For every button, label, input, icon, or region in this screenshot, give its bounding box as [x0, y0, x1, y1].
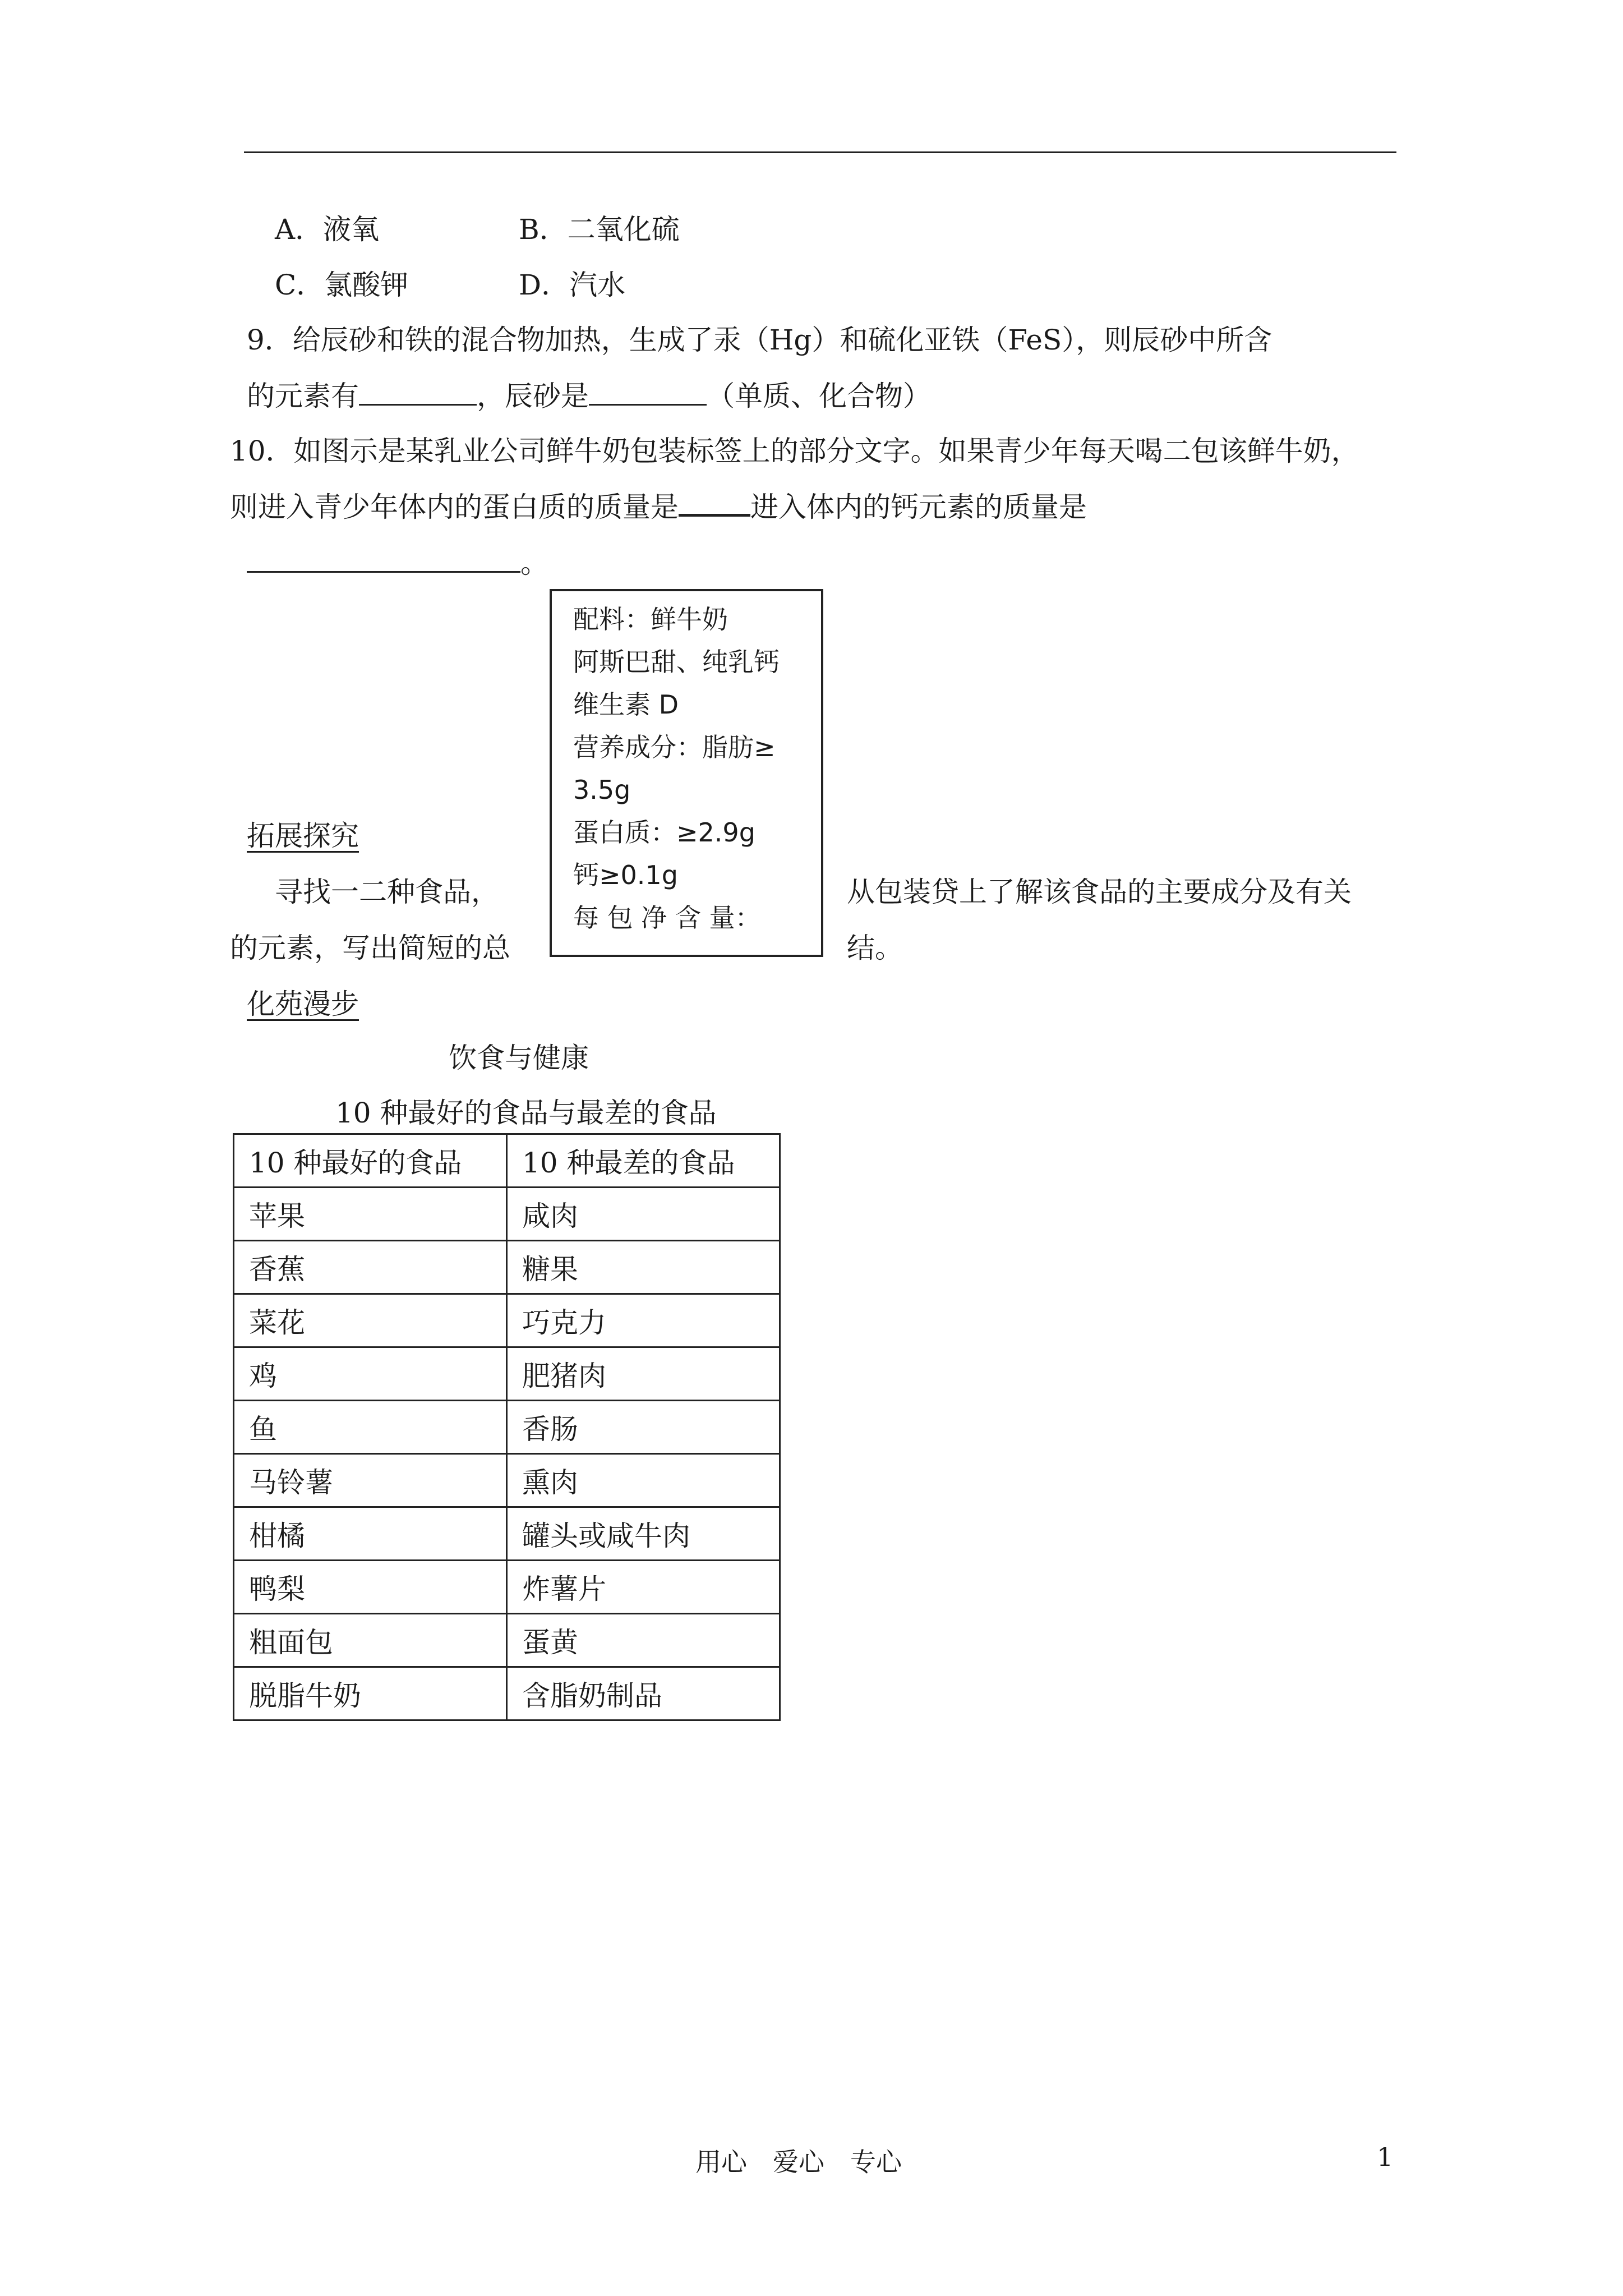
- label-line: 蛋白质：≥2.9g: [573, 817, 755, 848]
- table-cell: 香肠: [507, 1401, 780, 1454]
- q10-line1: 10．如图示是某乳业公司鲜牛奶包装标签上的部分文字。如果青少年每天喝二包该鲜牛奶，: [230, 435, 1359, 467]
- table-cell: 肥猪肉: [507, 1347, 780, 1401]
- footer-motto: 用心 爱心 专心: [695, 2147, 902, 2177]
- table-cell: 咸肉: [507, 1188, 780, 1241]
- table-cell: 熏肉: [507, 1454, 780, 1507]
- stroll-title: 饮食与健康: [449, 1042, 589, 1074]
- q10-line3-end: 。: [520, 547, 548, 579]
- milk-label-box: [550, 589, 823, 957]
- q9-text-c: （单质、化合物）: [707, 380, 931, 412]
- page-number: 1: [1377, 2142, 1394, 2172]
- header-rule: [244, 151, 1396, 153]
- table-cell: 鸭梨: [234, 1561, 507, 1614]
- explore-line1-right: 从包装贷上了解该食品的主要成分及有关: [847, 876, 1352, 908]
- label-line: 每 包 净 含 量：: [573, 903, 761, 933]
- q9-answer-blank-1[interactable]: [359, 379, 477, 406]
- table-cell: 鱼: [234, 1401, 507, 1454]
- table-row: [234, 1347, 780, 1401]
- table-cell: 粗面包: [234, 1614, 507, 1667]
- q9-text-b: ，辰砂是: [477, 380, 589, 412]
- q10-line2: [230, 489, 1087, 525]
- q10-line3: [247, 545, 548, 581]
- label-line: 营养成分：脂肪≥: [573, 732, 776, 762]
- q9-answer-blank-2[interactable]: [589, 379, 707, 406]
- table-cell: 罐头或咸牛肉: [507, 1507, 780, 1561]
- table-cell: 苹果: [234, 1188, 507, 1241]
- option-b: B．二氧化硫: [519, 213, 680, 246]
- table-cell: 巧克力: [507, 1294, 780, 1347]
- table-header-row: [234, 1134, 780, 1188]
- q10-answer-blank-1[interactable]: [679, 489, 750, 517]
- table-cell: 糖果: [507, 1241, 780, 1294]
- table-cell: 香蕉: [234, 1241, 507, 1294]
- explore-line2-right: 结。: [847, 932, 903, 964]
- table-cell: 鸡: [234, 1347, 507, 1401]
- table-row: [234, 1614, 780, 1667]
- table-cell: 柑橘: [234, 1507, 507, 1561]
- table-row: [234, 1561, 780, 1614]
- table-row: [234, 1241, 780, 1294]
- explore-heading: 拓展探究: [247, 820, 359, 852]
- table-row: [234, 1667, 780, 1720]
- label-line: 配料：鲜牛奶: [573, 604, 728, 634]
- table-row: [234, 1294, 780, 1347]
- option-d: D．汽水: [519, 269, 626, 301]
- table-cell: 菜花: [234, 1294, 507, 1347]
- label-line: 3.5g: [573, 775, 631, 805]
- table-row: [234, 1507, 780, 1561]
- table-header-cell: 10 种最差的食品: [507, 1134, 780, 1188]
- q10-answer-blank-2[interactable]: [247, 546, 520, 573]
- table-header-cell: 10 种最好的食品: [234, 1134, 507, 1188]
- q9-line2: [247, 378, 931, 414]
- table-row: [234, 1454, 780, 1507]
- table-cell: 马铃薯: [234, 1454, 507, 1507]
- explore-line1-left: 寻找一二种食品，: [275, 876, 499, 908]
- explore-line2-left: 的元素，写出简短的总: [230, 932, 510, 964]
- option-a: A．液氧: [275, 213, 380, 246]
- q9-line1: 9．给辰砂和铁的混合物加热，生成了汞（Hg）和硫化亚铁（FeS），则辰砂中所含: [247, 324, 1272, 356]
- stroll-subtitle: 10 种最好的食品与最差的食品: [335, 1097, 717, 1129]
- table-cell: 蛋黄: [507, 1614, 780, 1667]
- table-cell: 脱脂牛奶: [234, 1667, 507, 1720]
- label-line: 钙≥0.1g: [573, 860, 678, 890]
- label-line: 维生素 D: [573, 689, 679, 720]
- q10-text-a: 则进入青少年体内的蛋白质的质量是: [230, 491, 679, 523]
- table-cell: 含脂奶制品: [507, 1667, 780, 1720]
- table-cell: 炸薯片: [507, 1561, 780, 1614]
- option-c: C．氯酸钾: [275, 269, 409, 301]
- stroll-heading: 化苑漫步: [247, 988, 359, 1020]
- table-row: [234, 1188, 780, 1241]
- food-table: [233, 1133, 781, 1721]
- label-line: 阿斯巴甜、纯乳钙: [573, 647, 780, 677]
- table-row: [234, 1401, 780, 1454]
- q9-text-a: 的元素有: [247, 380, 359, 412]
- q10-text-b: 进入体内的钙元素的质量是: [750, 491, 1087, 523]
